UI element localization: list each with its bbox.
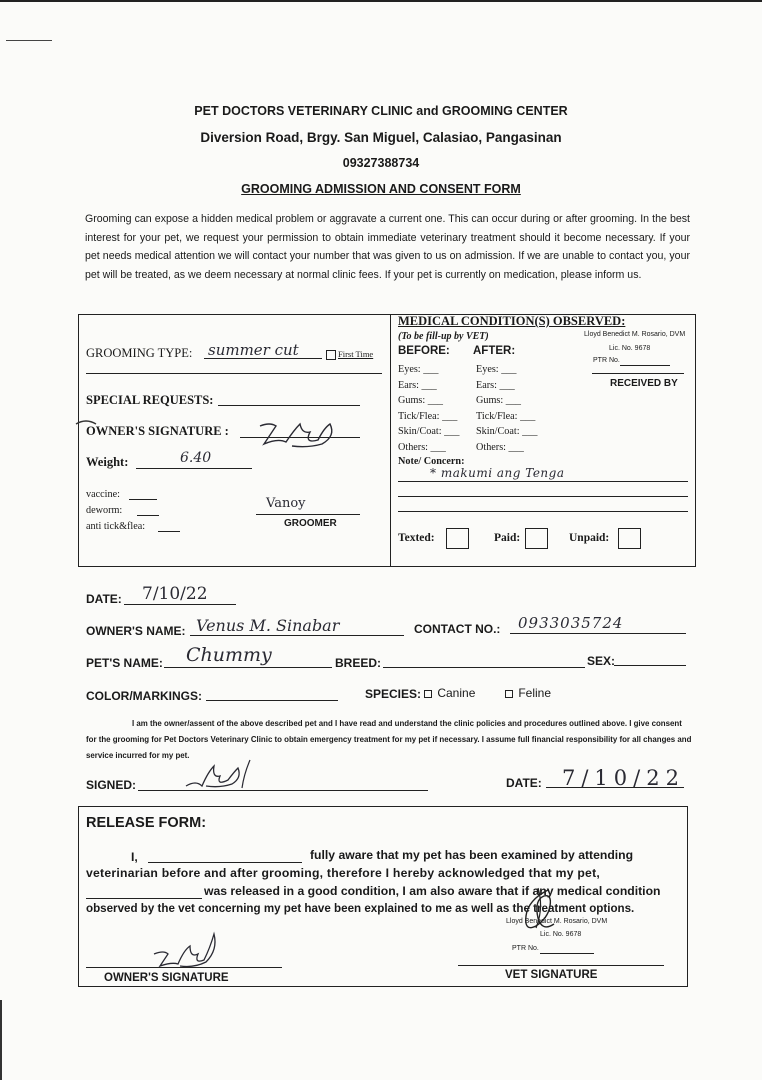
groomer-name: Vanoy [266, 496, 306, 511]
first-time-label: First Time [338, 349, 374, 359]
owner-release-sig-label: OWNER'S SIGNATURE [104, 972, 229, 984]
scan-left-edge [0, 1000, 2, 1080]
first-time-box[interactable] [326, 350, 336, 360]
texted-checkbox[interactable] [446, 528, 469, 549]
after-skincoat[interactable]: Skin/Coat: ___ [476, 426, 538, 438]
after-others[interactable]: Others: ___ [476, 441, 524, 453]
form-title: GROOMING ADMISSION AND CONSENT FORM [241, 182, 521, 196]
before-list [398, 362, 459, 456]
vet-stamp-ptr: PTR No. [593, 357, 620, 364]
consent-paragraph: I am the owner/assent of the above described pet and I have read and understand the clinic policies and procedures outlined above. I give consent for the grooming for Pet Doctors Veterinary Clinic to obtain emergency treatment for my pet if necessary. I assume full financial responsibility for all changes and service incurred for my pet. [86, 719, 692, 760]
before-gums[interactable]: Gums: ___ [398, 395, 443, 407]
scan-mark [6, 40, 52, 41]
scan-edge-line [0, 0, 762, 8]
signed-label: SIGNED: [86, 778, 137, 792]
breed-label: BREED: [335, 656, 382, 670]
owner-name-line [190, 635, 404, 636]
received-by-label: RECEIVED BY [610, 378, 678, 389]
date-value[interactable]: 7/10/22 [142, 584, 208, 604]
release-i: I, [131, 850, 138, 864]
note-label: Note/ Concern: [398, 456, 465, 467]
release-stamp-name: Lloyd Benedict M. Rosario, DVM [506, 918, 608, 925]
release-form-bottom [78, 986, 688, 987]
intro-paragraph: Grooming can expose a hidden medical problem or aggravate a current one. This can occur during or after grooming. In the best interest for your pet, we request your permission to obtain immediate veterinary treatment should it become necessary. If your pet needs medical attention we will contact your number that was given to us on admission. If we are unable to contact you, your pet will be treated, as we deem necessary at normal clinic fees. If your pet is currently on medication, please inform us. [85, 213, 690, 281]
box-divider [390, 314, 391, 566]
unpaid-checkbox[interactable] [618, 528, 641, 549]
antitick-label: anti tick&flea: [86, 521, 146, 532]
grooming-type-value[interactable]: summer cut [208, 341, 299, 359]
special-requests-line[interactable] [218, 405, 360, 406]
weight-line [136, 468, 252, 469]
date2-value[interactable]: 7/10/22 [562, 766, 685, 790]
release-line4: observed by the vet concerning my pet have been explained to me as well as the treatment options. [86, 902, 635, 915]
before-label: BEFORE: [398, 345, 450, 357]
note-line-2 [398, 496, 688, 497]
before-others[interactable]: Others: ___ [398, 441, 446, 453]
contact-label: CONTACT NO.: [414, 622, 501, 636]
clinic-name: PET DOCTORS VETERINARY CLINIC and GROOMING CENTER [194, 104, 568, 118]
release-stamp-lic: Lic. No. 9678 [540, 931, 582, 938]
groomer-label: GROOMER [284, 518, 337, 529]
owner-name-label: OWNER'S NAME: [86, 624, 186, 638]
vaccine-line[interactable] [129, 499, 157, 500]
texted-label: Texted: [398, 532, 435, 544]
medical-subtitle: (To be fill-up by VET) [398, 331, 489, 342]
paid-label: Paid: [494, 532, 521, 544]
weight-label: Weight: [86, 455, 129, 469]
note-line-1 [398, 481, 688, 482]
vet-sig-label: VET SIGNATURE [505, 969, 598, 981]
owner-release-sig-line[interactable] [86, 967, 282, 968]
note-value[interactable]: * makumi ang Tenga [430, 466, 565, 480]
vet-sig-line[interactable] [458, 965, 664, 966]
release-line2: veterinarian before and after grooming, therefore I hereby acknowledged that my pet, [86, 866, 601, 880]
contact-line [510, 633, 686, 634]
owner-name-value[interactable]: Venus M. Sinabar [196, 616, 340, 635]
unpaid-label: Unpaid: [569, 532, 610, 544]
after-ears[interactable]: Ears: ___ [476, 379, 515, 391]
after-list [476, 362, 537, 456]
feline-label: Feline [518, 686, 552, 700]
deworm-line[interactable] [137, 515, 159, 516]
grooming-type-line-2 [86, 373, 382, 374]
vet-stamp-name: Lloyd Benedict M. Rosario, DVM [584, 331, 686, 338]
species-feline-option[interactable] [505, 686, 551, 700]
breed-line[interactable] [383, 667, 585, 668]
weight-value[interactable]: 6.40 [180, 450, 212, 466]
after-eyes[interactable]: Eyes: ___ [476, 364, 517, 375]
after-gums[interactable]: Gums: ___ [476, 395, 521, 407]
special-requests-label: SPECIAL REQUESTS: [86, 393, 214, 407]
date-line [124, 604, 236, 605]
canine-label: Canine [437, 686, 476, 700]
vaccine-label: vaccine: [86, 489, 120, 500]
after-tickflea[interactable]: Tick/Flea: ___ [476, 410, 536, 422]
antitick-line[interactable] [158, 531, 180, 532]
vet-signature-mark [508, 884, 588, 944]
owner-signature-label: OWNER'S SIGNATURE : [86, 424, 229, 438]
date2-label: DATE: [506, 776, 542, 790]
sex-label: SEX: [587, 654, 616, 668]
vet-stamp-lic: Lic. No. 9678 [609, 345, 651, 352]
release-line1: fully aware that my pet has been examined by attending [310, 848, 634, 862]
before-skincoat[interactable]: Skin/Coat: ___ [398, 426, 460, 438]
pet-name-line [164, 667, 332, 668]
clinic-phone: 09327388734 [342, 156, 420, 170]
date-label: DATE: [86, 592, 122, 606]
species-label: SPECIES: [365, 687, 422, 701]
release-name-line[interactable] [148, 862, 302, 863]
contact-value[interactable]: 0933035724 [518, 614, 624, 632]
pet-name-value[interactable]: Chummy [186, 644, 272, 666]
release-line3: was released in a good condition, I am also aware that if any medical condition [204, 884, 661, 898]
pet-name-label: PET'S NAME: [86, 656, 163, 670]
groomer-line [256, 514, 360, 515]
release-pet-line[interactable] [86, 898, 202, 899]
before-eyes[interactable]: Eyes: ___ [398, 364, 439, 375]
color-line[interactable] [206, 700, 338, 701]
before-tickflea[interactable]: Tick/Flea: ___ [398, 410, 458, 422]
note-line-3 [398, 511, 688, 512]
first-time-checkbox[interactable] [326, 349, 373, 360]
release-title: RELEASE FORM: [86, 815, 207, 831]
owner-signature-mark [74, 410, 374, 460]
paid-checkbox[interactable] [525, 528, 548, 549]
medical-title: MEDICAL CONDITION(S) OBSERVED: [398, 314, 626, 328]
feline-checkbox[interactable] [505, 690, 513, 698]
sex-line[interactable] [614, 665, 686, 666]
signed-signature-mark [180, 756, 270, 796]
color-label: COLOR/MARKINGS: [86, 689, 202, 703]
after-label: AFTER: [473, 345, 516, 357]
received-by-line [592, 373, 684, 374]
species-canine-option[interactable] [424, 686, 475, 700]
deworm-label: deworm: [86, 505, 123, 516]
canine-checkbox[interactable] [424, 690, 432, 698]
release-stamp-ptr-line [540, 953, 594, 954]
grooming-type-label: GROOMING TYPE: [86, 346, 193, 360]
vet-stamp-ptr-line [620, 365, 670, 366]
before-ears[interactable]: Ears: ___ [398, 379, 437, 391]
release-stamp-ptr: PTR No. [512, 945, 539, 952]
clinic-address: Diversion Road, Brgy. San Miguel, Calasiao, Pangasinan [200, 130, 562, 145]
